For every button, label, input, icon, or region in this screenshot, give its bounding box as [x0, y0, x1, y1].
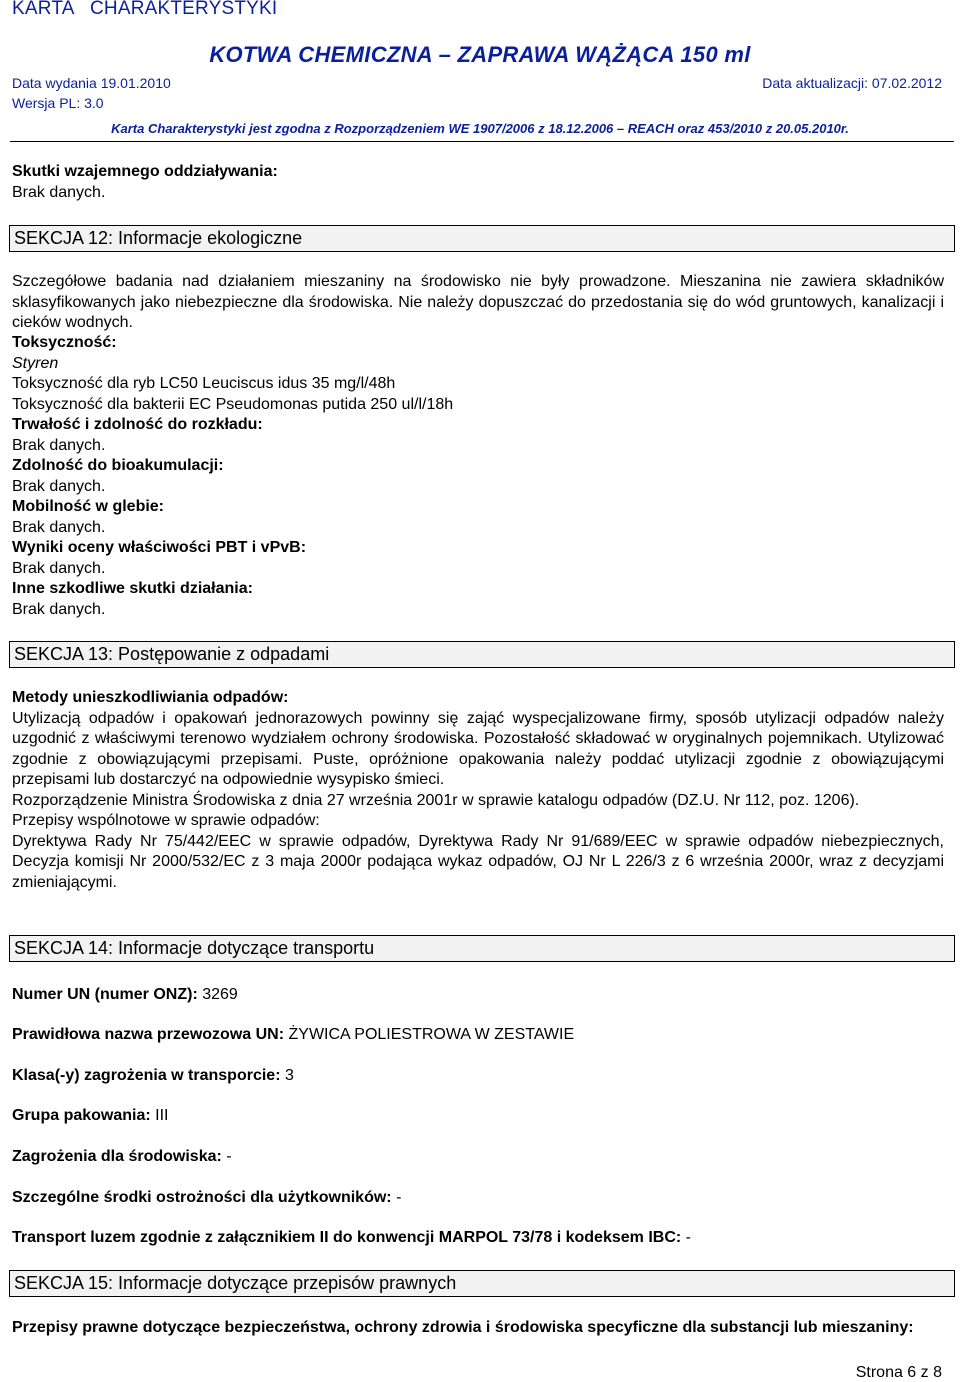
other-effects-label: Inne szkodliwe skutki działania: — [12, 580, 253, 597]
section-14-heading: SEKCJA 14: Informacje dotyczące transportu — [9, 935, 955, 962]
env-hazards-label: Zagrożenia dla środowiska: — [12, 1148, 222, 1165]
special-precautions-row — [12, 1188, 944, 1209]
section-12-intro: Szczegółowe badania nad działaniem mieszaniny na środowisko nie były prowadzone. Mieszanina nie zawiera składników sklasyfikowanych jako niebezpieczne dla środowiska. Nie należy dopuszczać do przedostania się do wód gruntowych, kanalizacji i cieków wodnych. — [12, 273, 944, 331]
bioaccumulation-value: Brak danych. — [12, 477, 106, 495]
special-precautions-label: Szczególne środki ostrożności dla użytkowników: — [12, 1189, 392, 1206]
toxicity-bacteria: Toksyczność dla bakterii EC Pseudomonas putida 250 ul/l/18h — [12, 395, 454, 413]
version: Wersja PL: 3.0 — [12, 95, 104, 111]
special-precautions-value: - — [391, 1189, 402, 1206]
community-regulations-label: Przepisy wspólnotowe w sprawie odpadów: — [12, 812, 320, 829]
mobility-value: Brak danych. — [12, 518, 106, 536]
header-dates-row — [12, 75, 942, 91]
packing-group-row — [12, 1106, 944, 1127]
section-12-details — [12, 333, 944, 620]
section-13-body — [12, 688, 944, 893]
un-number-row — [12, 985, 944, 1006]
section-13-heading: SEKCJA 13: Postępowanie z odpadami — [9, 641, 955, 668]
interactions-block — [12, 162, 944, 203]
other-effects-value: Brak danych. — [12, 600, 106, 618]
shipping-name-value: ŻYWICA POLIESTROWA W ZESTAWIE — [284, 1026, 575, 1043]
product-name: KOTWA CHEMICZNA – ZAPRAWA WĄŻĄCA 150 ml — [209, 42, 751, 67]
pbt-value: Brak danych. — [12, 559, 106, 577]
section-15-heading: SEKCJA 15: Informacje dotyczące przepisów prawnych — [9, 1270, 955, 1297]
bioaccumulation-label: Zdolność do bioakumulacji: — [12, 457, 224, 474]
section-12-heading: SEKCJA 12: Informacje ekologiczne — [9, 225, 955, 252]
un-number-value: 3269 — [197, 986, 238, 1003]
header-version-row — [12, 95, 942, 111]
toxicity-fish: Toksyczność dla ryb LC50 Leuciscus idus 35 mg/l/48h — [12, 375, 396, 392]
section-15-regulations-label: Przepisy prawne dotyczące bezpieczeństwa, ochrony zdrowia i środowiska specyficzne dla substancji lub mieszaniny: — [12, 1319, 914, 1336]
packing-group-label: Grupa pakowania: — [12, 1107, 151, 1124]
interactions-label: Skutki wzajemnego oddziaływania: — [12, 163, 278, 180]
env-hazards-row — [12, 1147, 944, 1168]
disposal-methods-text: Utylizacją odpadów i opakowań jednorazowych powinny się zająć wyspecjalizowane firmy, sposób utylizacji odpadów należy uzgodnić z właściwymi terenowo wydziałem ochrony środowiska. Pozostałość składować w oryginalnych pojemnikach. Utylizować zgodnie z obowiązującymi przepisami. Puste, opróżnione opakowania należy poddać utylizacji zgodnie z obowiązującymi przepisami lub dostarczyć na odpowiednie wysypisko śmieci. — [12, 709, 944, 788]
community-regulations-text: Dyrektywa Rady Nr 75/442/EEC w sprawie odpadów, Dyrektywa Rady Nr 91/689/EEC w sprawie odpadów niebezpiecznych, Decyzja komisji Nr 2000/532/EC z 3 maja 2000r podająca wykaz odpadów, OJ Nr L 226/3 z 6 września 2000r, wraz z decyzjami zmieniającymi. — [12, 832, 944, 891]
hazard-class-label: Klasa(-y) zagrożenia w transporcie: — [12, 1067, 281, 1084]
update-date: Data aktualizacji: 07.02.2012 — [762, 75, 942, 91]
bulk-transport-row — [12, 1228, 944, 1249]
document-title: KARTA CHARAKTERYSTYKI — [12, 0, 278, 19]
shipping-name-row — [12, 1025, 944, 1046]
header-divider — [10, 141, 954, 142]
un-number-label: Numer UN (numer ONZ): — [12, 986, 198, 1003]
mobility-label: Mobilność w glebie: — [12, 498, 165, 515]
hazard-class-row — [12, 1066, 944, 1087]
shipping-name-label: Prawidłowa nazwa przewozowa UN: — [12, 1026, 285, 1043]
bulk-transport-label: Transport luzem zgodnie z załącznikiem II do konwencji MARPOL 73/78 i kodeksem IBC: — [12, 1229, 682, 1246]
packing-group-value: III — [150, 1107, 169, 1124]
waste-regulation-text: Rozporządzenie Ministra Środowiska z dnia 27 września 2001r w sprawie katalogu odpadów (DZ.U. Nr 112, poz. 1206). — [12, 791, 860, 809]
interactions-value: Brak danych. — [12, 183, 106, 201]
issue-date: Data wydania 19.01.2010 — [12, 75, 171, 91]
toxicity-label: Toksyczność: — [12, 334, 117, 351]
hazard-class-value: 3 — [280, 1067, 294, 1084]
bulk-transport-value: - — [681, 1229, 691, 1246]
persistence-label: Trwałość i zdolność do rozkładu: — [12, 416, 263, 433]
persistence-value: Brak danych. — [12, 436, 106, 454]
pbt-label: Wyniki oceny właściwości PBT i vPvB: — [12, 539, 307, 556]
disposal-methods-label: Metody unieszkodliwiania odpadów: — [12, 689, 289, 706]
env-hazards-value: - — [221, 1148, 232, 1165]
page-number: Strona 6 z 8 — [855, 1364, 942, 1381]
regulation-note: Karta Charakterystyki jest zgodna z Rozporządzeniem WE 1907/2006 z 18.12.2006 – REACH oraz 453/2010 z 20.05.2010r. — [111, 121, 849, 136]
substance-name: Styren — [12, 354, 59, 372]
